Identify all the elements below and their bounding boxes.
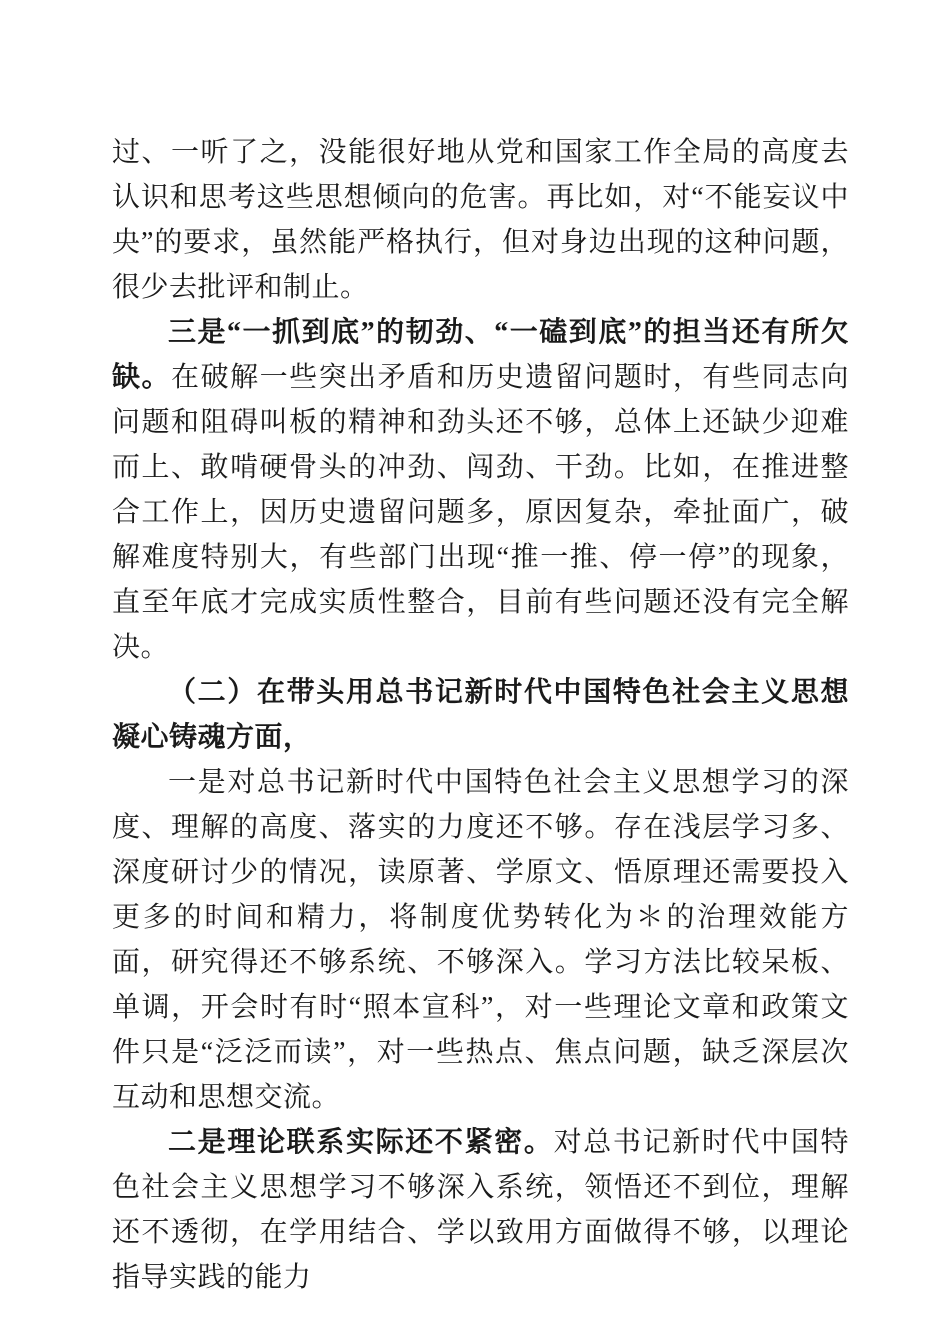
text-run: 在破解一些突出矛盾和历史遗留问题时，有些同志向问题和阻碍叫板的精神和劲头还不够，总体上还缺少迎难而上、敢啃硬骨头的冲劲、闯劲、干劲。比如，在推进整合工作上，因历史遗留问题多，原因复杂，牵扯面广，破解难度特别大，有些部门出现“推一推、停一停”的现象，直至年底才完成实质性整合，目前有些问题还没有完全解决。: [112, 362, 849, 663]
text-run: 一是对总书记新时代中国特色社会主义思想学习的深度、理解的高度、落实的力度还不够。存在浅层学习多、深度研讨少的情况，读原著、学原文、悟原理还需要投入更多的时间和精力，将制度优势转化为＊的治理效能方面，研究得还不够系统、不够深入。学习方法比较呆板、单调，开会时有时“照本宣科”，对一些理论文章和政策文件只是“泛泛而读”，对一些热点、焦点问题，缺乏深层次互动和思想交流。: [112, 767, 849, 1113]
text-run: 过、一听了之，没能很好地从党和国家工作全局的高度去认识和思考这些思想倾向的危害。再比如，对“不能妄议中央”的要求，虽然能严格执行，但对身边出现的这种问题，很少去批评和制止。: [112, 137, 849, 303]
document-body: [112, 130, 849, 1300]
emphasis-run: 三是“一抓到底”的韧劲、“一磕到底”的担当还有所欠缺。: [112, 317, 849, 393]
text-run: 对总书记新时代中国特色社会主义思想学习不够深入系统，领悟还不到位，理解还不透彻，在学用结合、学以致用方面做得不够，以理论指导实践的能力: [112, 1127, 849, 1293]
paragraph-point-three: [112, 310, 849, 670]
paragraph-continuation: [112, 130, 849, 310]
paragraph-point-one: [112, 760, 849, 1120]
emphasis-run: 二是理论联系实际还不紧密。: [168, 1127, 554, 1158]
emphasis-run: （二）在带头用总书记新时代中国特色社会主义思想凝心铸魂方面，: [112, 677, 849, 753]
section-heading-two: [112, 670, 849, 760]
paragraph-point-two: [112, 1120, 849, 1300]
